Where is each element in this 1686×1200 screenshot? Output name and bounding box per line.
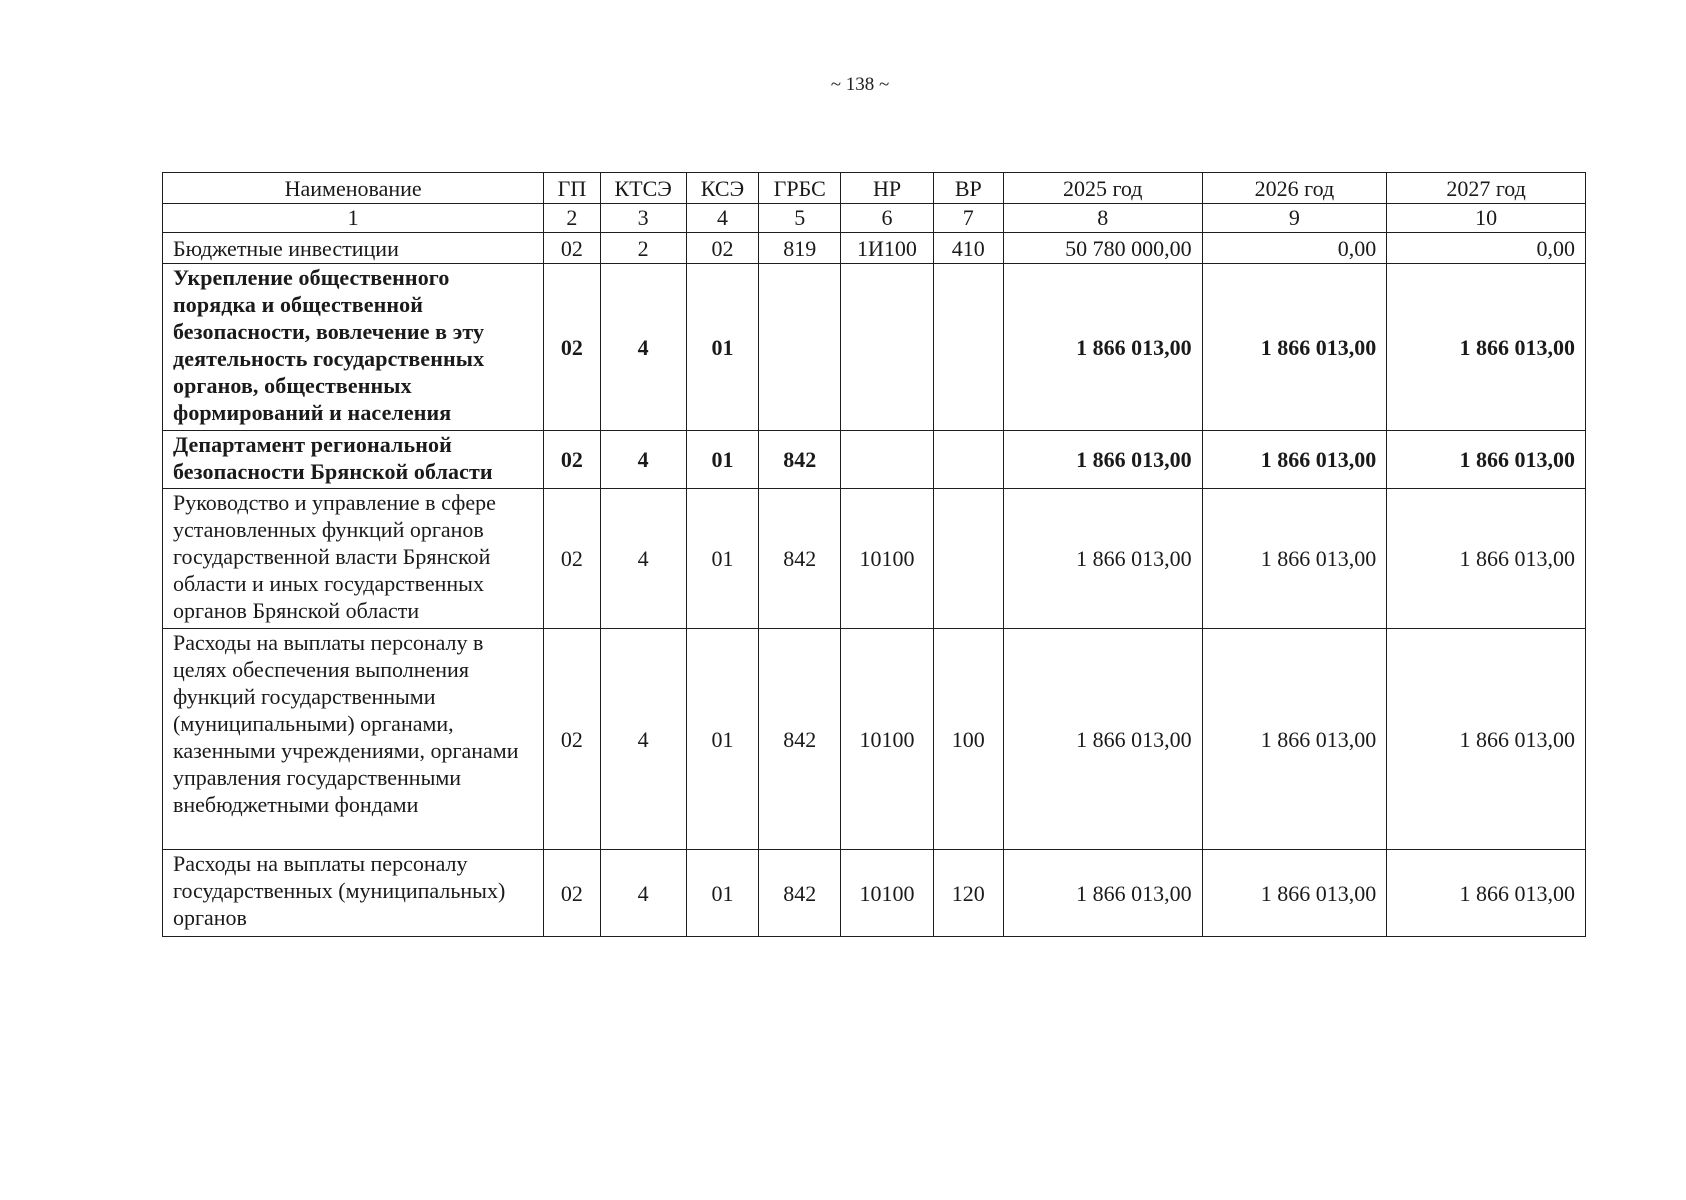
ktse-cell: 4 xyxy=(600,629,686,850)
kse-cell: 01 xyxy=(686,489,758,629)
gp-cell: 02 xyxy=(544,431,600,489)
column-number-cell: 6 xyxy=(841,204,933,233)
header-cell: Наименование xyxy=(163,173,544,204)
ktse-cell: 4 xyxy=(600,850,686,937)
kse-cell: 02 xyxy=(686,233,758,264)
grbs-cell: 842 xyxy=(759,850,841,937)
nr-cell: 10100 xyxy=(841,489,933,629)
table-row xyxy=(163,233,1586,264)
row-name-cell: Расходы на выплаты персоналу в целях обеспечения выполнения функций государственными (муниципальными) органами, казенными учреждениями, органами управления государственными внебюджетными фондами xyxy=(163,629,544,850)
amount-2025-cell: 1 866 013,00 xyxy=(1003,850,1202,937)
row-name-cell: Департамент региональной безопасности Брянской области xyxy=(163,431,544,489)
amount-2026-cell: 1 866 013,00 xyxy=(1202,431,1387,489)
amount-2025-cell: 1 866 013,00 xyxy=(1003,629,1202,850)
page-number: ~ 138 ~ xyxy=(830,74,890,95)
column-number-cell: 10 xyxy=(1387,204,1586,233)
column-number-cell: 7 xyxy=(933,204,1003,233)
kse-cell: 01 xyxy=(686,629,758,850)
row-name-cell: Руководство и управление в сфере установленных функций органов государственной власти Брянской области и иных государственных органов Брянской области xyxy=(163,489,544,629)
gp-cell: 02 xyxy=(544,850,600,937)
nr-cell xyxy=(841,431,933,489)
grbs-cell: 819 xyxy=(759,233,841,264)
vr-cell: 410 xyxy=(933,233,1003,264)
nr-cell: 10100 xyxy=(841,850,933,937)
amount-2026-cell: 0,00 xyxy=(1202,233,1387,264)
header-cell: 2026 год xyxy=(1202,173,1387,204)
amount-2025-cell: 50 780 000,00 xyxy=(1003,233,1202,264)
column-number-cell: 3 xyxy=(600,204,686,233)
amount-2027-cell: 1 866 013,00 xyxy=(1387,431,1586,489)
grbs-cell: 842 xyxy=(759,489,841,629)
header-cell: НР xyxy=(841,173,933,204)
vr-cell xyxy=(933,264,1003,431)
ktse-cell: 4 xyxy=(600,431,686,489)
table-row xyxy=(163,264,1586,431)
column-number-cell: 5 xyxy=(759,204,841,233)
column-number-cell: 1 xyxy=(163,204,544,233)
ktse-cell: 4 xyxy=(600,264,686,431)
grbs-cell: 842 xyxy=(759,629,841,850)
header-cell: КТСЭ xyxy=(600,173,686,204)
grbs-cell xyxy=(759,264,841,431)
table-row xyxy=(163,850,1586,937)
row-name-cell: Укрепление общественного порядка и общественной безопасности, вовлечение в эту деятельность государственных органов, общественных формирований и населения xyxy=(163,264,544,431)
gp-cell: 02 xyxy=(544,264,600,431)
column-number-cell: 2 xyxy=(544,204,600,233)
header-cell: 2025 год xyxy=(1003,173,1202,204)
column-number-cell: 4 xyxy=(686,204,758,233)
gp-cell: 02 xyxy=(544,489,600,629)
kse-cell: 01 xyxy=(686,850,758,937)
amount-2027-cell: 0,00 xyxy=(1387,233,1586,264)
vr-cell: 120 xyxy=(933,850,1003,937)
amount-2027-cell: 1 866 013,00 xyxy=(1387,264,1586,431)
amount-2026-cell: 1 866 013,00 xyxy=(1202,489,1387,629)
header-cell: ГП xyxy=(544,173,600,204)
gp-cell: 02 xyxy=(544,233,600,264)
gp-cell: 02 xyxy=(544,629,600,850)
vr-cell xyxy=(933,431,1003,489)
amount-2027-cell: 1 866 013,00 xyxy=(1387,489,1586,629)
table-row xyxy=(163,489,1586,629)
amount-2025-cell: 1 866 013,00 xyxy=(1003,489,1202,629)
row-name-cell: Расходы на выплаты персоналу государственных (муниципальных) органов xyxy=(163,850,544,937)
amount-2027-cell: 1 866 013,00 xyxy=(1387,850,1586,937)
column-number-row xyxy=(163,204,1586,233)
amount-2026-cell: 1 866 013,00 xyxy=(1202,264,1387,431)
nr-cell xyxy=(841,264,933,431)
header-cell: ГРБС xyxy=(759,173,841,204)
kse-cell: 01 xyxy=(686,264,758,431)
budget-table xyxy=(162,172,1586,937)
header-cell: ВР xyxy=(933,173,1003,204)
header-row xyxy=(163,173,1586,204)
nr-cell: 10100 xyxy=(841,629,933,850)
ktse-cell: 2 xyxy=(600,233,686,264)
column-number-cell: 9 xyxy=(1202,204,1387,233)
header-cell: 2027 год xyxy=(1387,173,1586,204)
table-row xyxy=(163,431,1586,489)
amount-2025-cell: 1 866 013,00 xyxy=(1003,264,1202,431)
row-name-cell: Бюджетные инвестиции xyxy=(163,233,544,264)
vr-cell xyxy=(933,489,1003,629)
grbs-cell: 842 xyxy=(759,431,841,489)
amount-2027-cell: 1 866 013,00 xyxy=(1387,629,1586,850)
vr-cell: 100 xyxy=(933,629,1003,850)
nr-cell: 1И100 xyxy=(841,233,933,264)
ktse-cell: 4 xyxy=(600,489,686,629)
header-cell: КСЭ xyxy=(686,173,758,204)
kse-cell: 01 xyxy=(686,431,758,489)
amount-2026-cell: 1 866 013,00 xyxy=(1202,629,1387,850)
table-row xyxy=(163,629,1586,850)
column-number-cell: 8 xyxy=(1003,204,1202,233)
amount-2025-cell: 1 866 013,00 xyxy=(1003,431,1202,489)
amount-2026-cell: 1 866 013,00 xyxy=(1202,850,1387,937)
